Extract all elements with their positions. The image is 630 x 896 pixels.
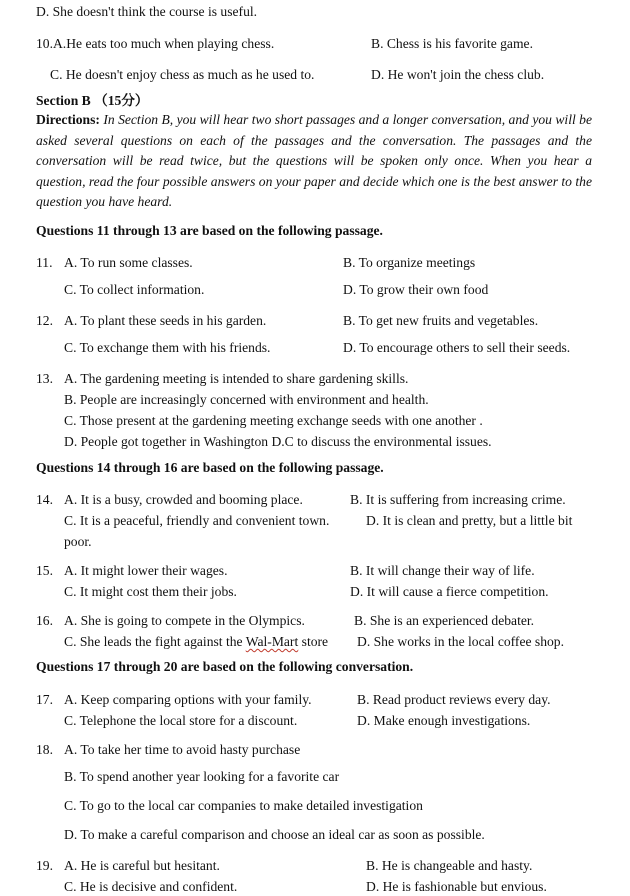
q14-option-b: B. It is suffering from increasing crime. — [350, 492, 566, 507]
q14-option-c: C. It is a peaceful, friendly and convenient town. — [64, 513, 330, 528]
q13-option-c: C. Those present at the gardening meeting exchange seeds with one another . — [64, 413, 483, 428]
q11-option-c: C. To collect information. — [64, 282, 205, 297]
q12-option-b: B. To get new fruits and vegetables. — [343, 313, 539, 328]
q16-option-c — [64, 633, 328, 651]
q19-option-d: D. He is fashionable but envious. — [366, 879, 547, 894]
directions-paragraph — [36, 110, 592, 213]
q16-option-b: B. She is an experienced debater. — [354, 613, 535, 628]
q19-option-b: B. He is changeable and hasty. — [366, 858, 533, 873]
q14-number: 14. — [36, 492, 53, 507]
q16-option-c-marked-word: Wal-Mart — [245, 634, 299, 649]
q16-option-a: A. She is going to compete in the Olympics. — [64, 613, 305, 628]
q11-number: 11. — [36, 255, 53, 270]
q9-option-d: D. She doesn't think the course is useful. — [36, 4, 258, 19]
q18-option-a: A. To take her time to avoid hasty purchase — [64, 742, 301, 757]
q15-option-a: A. It might lower their wages. — [64, 563, 228, 578]
q10-option-b: B. Chess is his favorite game. — [371, 36, 533, 51]
q12-option-d: D. To encourage others to sell their seeds. — [343, 340, 571, 355]
q19-option-c: C. He is decisive and confident. — [64, 879, 238, 894]
q13-option-b: B. People are increasingly concerned with environment and health. — [64, 392, 429, 407]
q16-option-d: D. She works in the local coffee shop. — [357, 634, 565, 649]
q17-option-a: A. Keep comparing options with your family. — [64, 692, 312, 707]
q14-option-d-continued: poor. — [64, 534, 92, 549]
q12-option-c: C. To exchange them with his friends. — [64, 340, 271, 355]
q12-number: 12. — [36, 313, 53, 328]
q15-option-c: C. It might cost them their jobs. — [64, 584, 237, 599]
q18-option-c: C. To go to the local car companies to make detailed investigation — [64, 798, 423, 813]
q17-number: 17. — [36, 692, 53, 707]
q10-option-a: 10.A.He eats too much when playing chess. — [36, 36, 275, 51]
q10-option-d: D. He won't join the chess club. — [371, 67, 545, 82]
q12-option-a: A. To plant these seeds in his garden. — [64, 313, 267, 328]
q16-number: 16. — [36, 613, 53, 628]
group3-heading: Questions 17 through 20 are based on the following conversation. — [36, 659, 414, 674]
q11-option-b: B. To organize meetings — [343, 255, 476, 270]
q18-option-b: B. To spend another year looking for a favorite car — [64, 769, 340, 784]
directions-text: In Section B, you will hear two short passages and a longer conversation, and you will be asked several questions on each of the passages and the conversation. The passages and the conversation will be read twice, but the questions will be spoken only once. When you hear a question, read the four possible answers on your paper and decide which one is the best answer to the question you have heard. — [36, 112, 592, 209]
q13-option-a: A. The gardening meeting is intended to share gardening skills. — [64, 371, 409, 386]
q18-option-d: D. To make a careful comparison and choose an ideal car as soon as possible. — [64, 827, 485, 842]
q14-option-a: A. It is a busy, crowded and booming place. — [64, 492, 303, 507]
q17-option-d: D. Make enough investigations. — [357, 713, 531, 728]
q10-option-c: C. He doesn't enjoy chess as much as he used to. — [50, 67, 315, 82]
q13-option-d: D. People got together in Washington D.C to discuss the environmental issues. — [64, 434, 492, 449]
q18-number: 18. — [36, 742, 53, 757]
group2-heading: Questions 14 through 16 are based on the following passage. — [36, 460, 384, 475]
q16-option-c-post: store — [298, 634, 329, 649]
q15-option-d: D. It will cause a fierce competition. — [350, 584, 549, 599]
q11-option-a: A. To run some classes. — [64, 255, 193, 270]
section-b-heading: Section B （15分） — [36, 93, 149, 108]
q13-number: 13. — [36, 371, 53, 386]
q19-option-a: A. He is careful but hesitant. — [64, 858, 220, 873]
q19-number: 19. — [36, 858, 53, 873]
q17-option-c: C. Telephone the local store for a discount. — [64, 713, 298, 728]
group1-heading: Questions 11 through 13 are based on the following passage. — [36, 223, 383, 238]
q17-option-b: B. Read product reviews every day. — [357, 692, 551, 707]
q15-option-b: B. It will change their way of life. — [350, 563, 535, 578]
q14-option-d: D. It is clean and pretty, but a little bit — [366, 513, 573, 528]
q16-option-c-pre: C. She leads the fight against the — [64, 634, 246, 649]
directions-label: Directions: — [36, 112, 100, 127]
q11-option-d: D. To grow their own food — [343, 282, 489, 297]
q15-number: 15. — [36, 563, 53, 578]
